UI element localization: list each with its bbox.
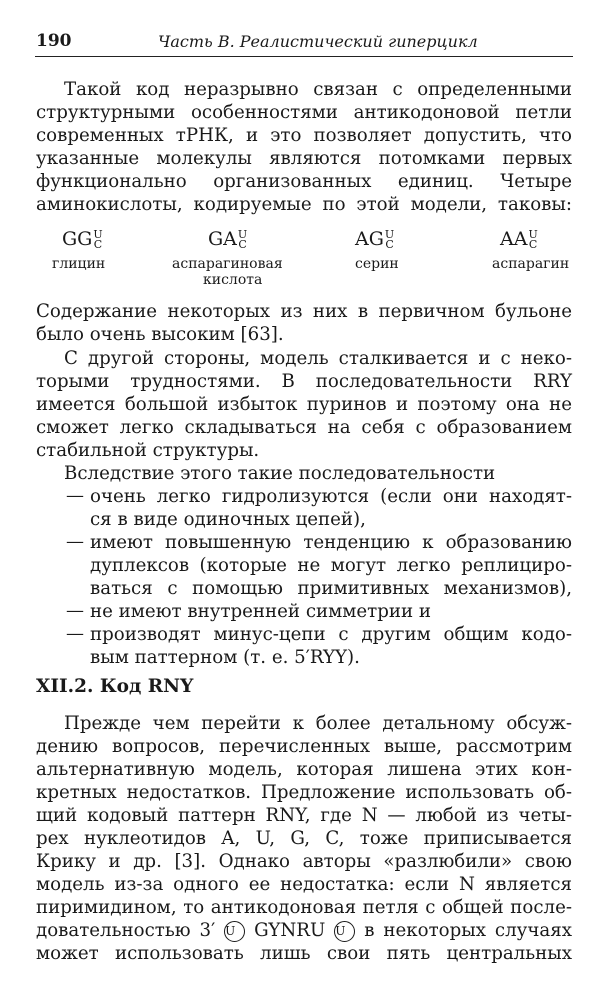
para1-line: структурными особенностями антикодоновой петли xyxy=(36,102,572,123)
list-line: вым паттерном (т. е. 5′RYY). xyxy=(90,647,360,668)
para4-line: Прежде чем перейти к более детальному обсуж- xyxy=(64,713,572,734)
para4-line: модель из-за одного ее недостатка: если N является xyxy=(36,874,572,895)
codon-label: глицин xyxy=(52,256,106,272)
list-dash: — xyxy=(66,485,84,506)
para4-line: Крику и др. [3]. Однако авторы «разлюбили» свою xyxy=(36,851,572,872)
codon-label: аспарагин xyxy=(492,256,570,272)
list-dash: — xyxy=(66,531,84,552)
list-line: производят минус-цепи с другим общим кодо- xyxy=(90,624,572,645)
para3-line: торыми трудностями. В последовательности RRY xyxy=(36,371,572,392)
list-line: очень легко гидролизуются (если они находят- xyxy=(90,486,572,507)
codon-top: U xyxy=(384,228,395,241)
codon-bottom: C xyxy=(238,238,247,251)
para4-line: щий кодовый паттерн RNY, где N — любой из четы- xyxy=(36,805,572,826)
para4-line: кретных недостатков. Предложение использовать об- xyxy=(36,782,572,803)
para4-line: пиримидином, то антикодоновая петля с общей после- xyxy=(36,897,572,918)
para4-line-circled xyxy=(36,919,572,942)
codon-top: U xyxy=(528,228,538,241)
para1-line: указанные молекулы являются потомками первых xyxy=(36,148,572,169)
codon-base: AG xyxy=(355,228,384,250)
circled-u-icon: U xyxy=(334,921,355,942)
para1-line: функционально организованных единиц. Четыре xyxy=(36,171,572,192)
text-post: в некоторых случаях xyxy=(364,920,572,941)
list-dash: — xyxy=(66,623,84,644)
para3-line: имеется большой избыток пуринов и поэтому она не xyxy=(36,394,572,415)
running-title: Часть В. Реалистический гиперцикл xyxy=(158,32,478,51)
para2-line: было очень высоким [63]. xyxy=(36,324,284,345)
list-line: имеют повышенную тенденцию к образованию xyxy=(90,532,572,553)
list-line: не имеют внутренней симметрии и xyxy=(90,601,432,622)
text-mid: GYNRU xyxy=(254,920,326,941)
header-rule xyxy=(35,56,573,57)
list-line: ваться с помощью примитивных механизмов), xyxy=(90,578,572,599)
codon-bottom: C xyxy=(528,238,538,251)
list-dash: — xyxy=(66,600,84,621)
para4-line: рех нуклеотидов A, U, G, C, тоже приписывается xyxy=(36,828,572,849)
list-line: ся в виде одиночных цепей), xyxy=(90,509,366,530)
list-intro: Вследствие этого такие последовательности xyxy=(64,463,496,484)
codon-label: кислота xyxy=(203,272,263,288)
codon-top: U xyxy=(237,228,248,241)
codon-asn xyxy=(500,228,538,250)
list-line: дуплексов (которые не могут легко реплициро- xyxy=(90,555,572,576)
codon-base: GG xyxy=(62,228,93,250)
codon-asp xyxy=(208,228,247,250)
codon-base: AA xyxy=(500,228,528,250)
para1-line: Такой код неразрывно связан с определенными xyxy=(64,79,572,100)
codon-bottom: C xyxy=(385,238,394,251)
codon-gly xyxy=(62,228,103,250)
para1-line: аминокислоты, кодируемые по этой модели, таковы: xyxy=(36,194,572,215)
para3-line: С другой стороны, модель сталкивается и с неко- xyxy=(64,348,572,369)
para2-line: Содержание некоторых из них в первичном бульоне xyxy=(36,301,572,322)
para3-line: стабильной структуры. xyxy=(36,440,260,461)
page-number: 190 xyxy=(36,31,72,51)
para4-line: альтернативную модель, которая лишена этих кон- xyxy=(36,759,572,780)
section-heading: XII.2. Код RNY xyxy=(36,676,194,697)
para4-line: может использовать лишь свои пять центральных xyxy=(36,943,572,964)
para1-line: современных тРНК, и это позволяет допустить, что xyxy=(36,125,572,146)
text-pre: довательностью 3′ xyxy=(36,920,216,941)
codon-base: GA xyxy=(208,228,237,250)
codon-label: серин xyxy=(355,256,399,272)
codon-bottom: C xyxy=(93,238,103,251)
codon-top: U xyxy=(93,228,103,241)
codon-label: аспарагиновая xyxy=(172,256,283,272)
para4-line: дению вопросов, перечисленных выше, рассмотрим xyxy=(36,736,572,757)
para3-line: сможет легко складываться на себя с образованием xyxy=(36,417,572,438)
circled-u-icon: U xyxy=(224,921,245,942)
codon-ser xyxy=(355,228,394,250)
